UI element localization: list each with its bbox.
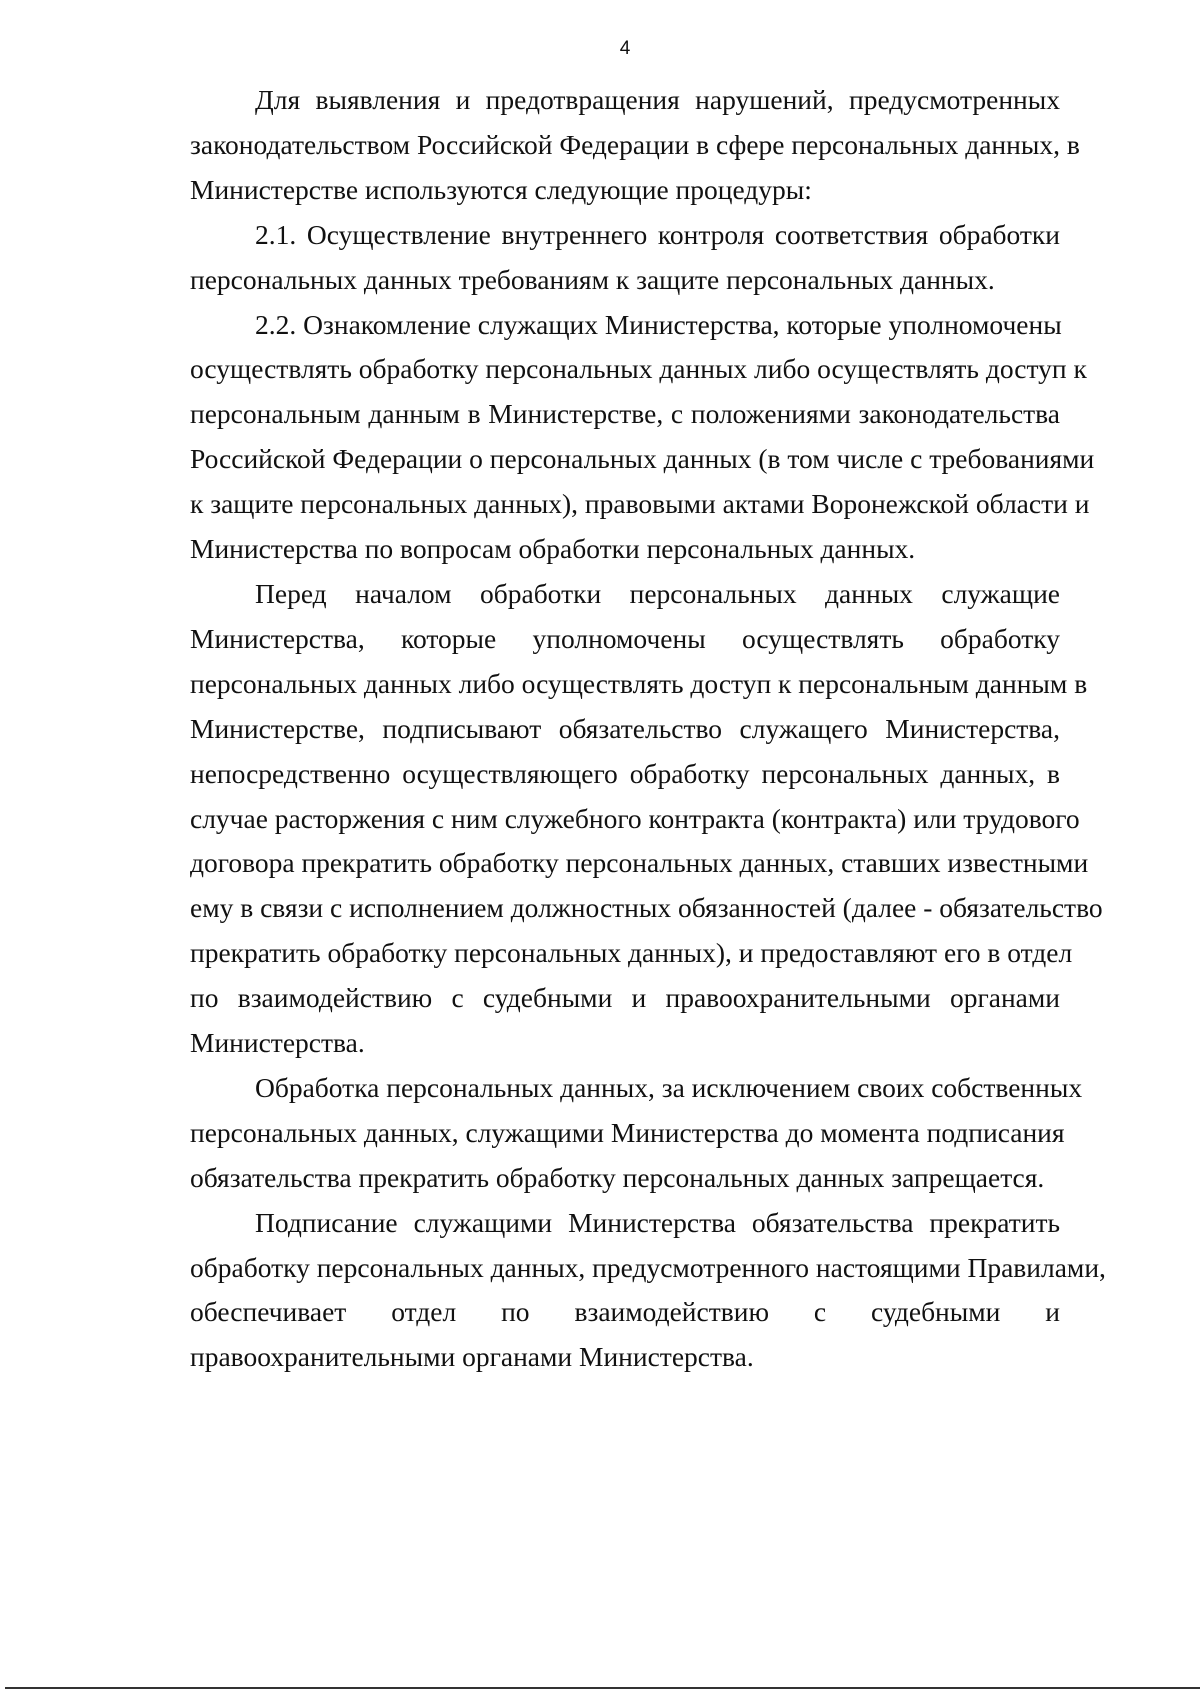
text-line: к защите персональных данных), правовыми актами Воронежской области и (190, 488, 1090, 520)
paragraph (190, 303, 1095, 572)
text-line: по взаимодействию с судебными и правоохранительными органами (190, 982, 1060, 1014)
page-number: 4 (619, 38, 631, 59)
text-line: обязательства прекратить обработку персональных данных запрещается. (190, 1161, 1045, 1193)
text-line: ему в связи с исполнением должностных обязанностей (далее - обязательство (190, 892, 1103, 924)
text-line: Министерства. (190, 1027, 365, 1059)
text-line: персональных данных, служащими Министерства до момента подписания (190, 1116, 1065, 1148)
text-line: Перед началом обработки персональных данных служащие (255, 577, 1060, 609)
text-line: Министерстве используются следующие процедуры: (190, 173, 812, 205)
text-line: персональным данным в Министерстве, с положениями законодательства (190, 398, 1060, 430)
text-line: осуществлять обработку персональных данных либо осуществлять доступ к (190, 353, 1087, 385)
text-line: Министерства, которые уполномочены осуществлять обработку (190, 622, 1060, 654)
paragraph (190, 213, 1060, 303)
text-line: Подписание служащими Министерства обязательства прекратить (255, 1206, 1060, 1238)
text-line: обработку персональных данных, предусмотренного настоящими Правилами, (190, 1251, 1106, 1283)
text-line: прекратить обработку персональных данных), и предоставляют его в отдел (190, 937, 1073, 969)
text-line: персональных данных требованиям к защите персональных данных. (190, 263, 995, 295)
document-body (190, 78, 1106, 1380)
text-line: законодательством Российской Федерации в сфере персональных данных, в (190, 128, 1080, 160)
text-line: обеспечивает отдел по взаимодействию с судебными и (190, 1296, 1060, 1328)
paragraph (190, 78, 1080, 213)
text-line: договора прекратить обработку персональных данных, ставших известными (190, 847, 1089, 879)
text-line: Министерства по вопросам обработки персональных данных. (190, 533, 916, 565)
text-line: Для выявления и предотвращения нарушений, предусмотренных (255, 84, 1060, 115)
text-line: Министерстве, подписывают обязательство служащего Министерства, (190, 712, 1060, 744)
text-line: персональных данных либо осуществлять доступ к персональным данным в (190, 667, 1088, 699)
paragraph (190, 572, 1103, 1066)
text-line: Российской Федерации о персональных данных (в том числе с требованиями (190, 443, 1095, 475)
text-line: Обработка персональных данных, за исключением своих собственных (255, 1071, 1083, 1103)
text-line: непосредственно осуществляющего обработку персональных данных, в (190, 757, 1060, 789)
paragraph (190, 1066, 1083, 1201)
text-line: случае расторжения с ним служебного контракта (контракта) или трудового (190, 802, 1080, 834)
text-line: 2.1. Осуществление внутреннего контроля соответствия обработки (255, 218, 1060, 250)
text-line: 2.2. Ознакомление служащих Министерства, которые уполномочены (255, 308, 1062, 340)
paragraph (190, 1201, 1106, 1381)
bottom-rule (5, 1687, 1200, 1689)
text-line: правоохранительными органами Министерства. (190, 1341, 754, 1373)
